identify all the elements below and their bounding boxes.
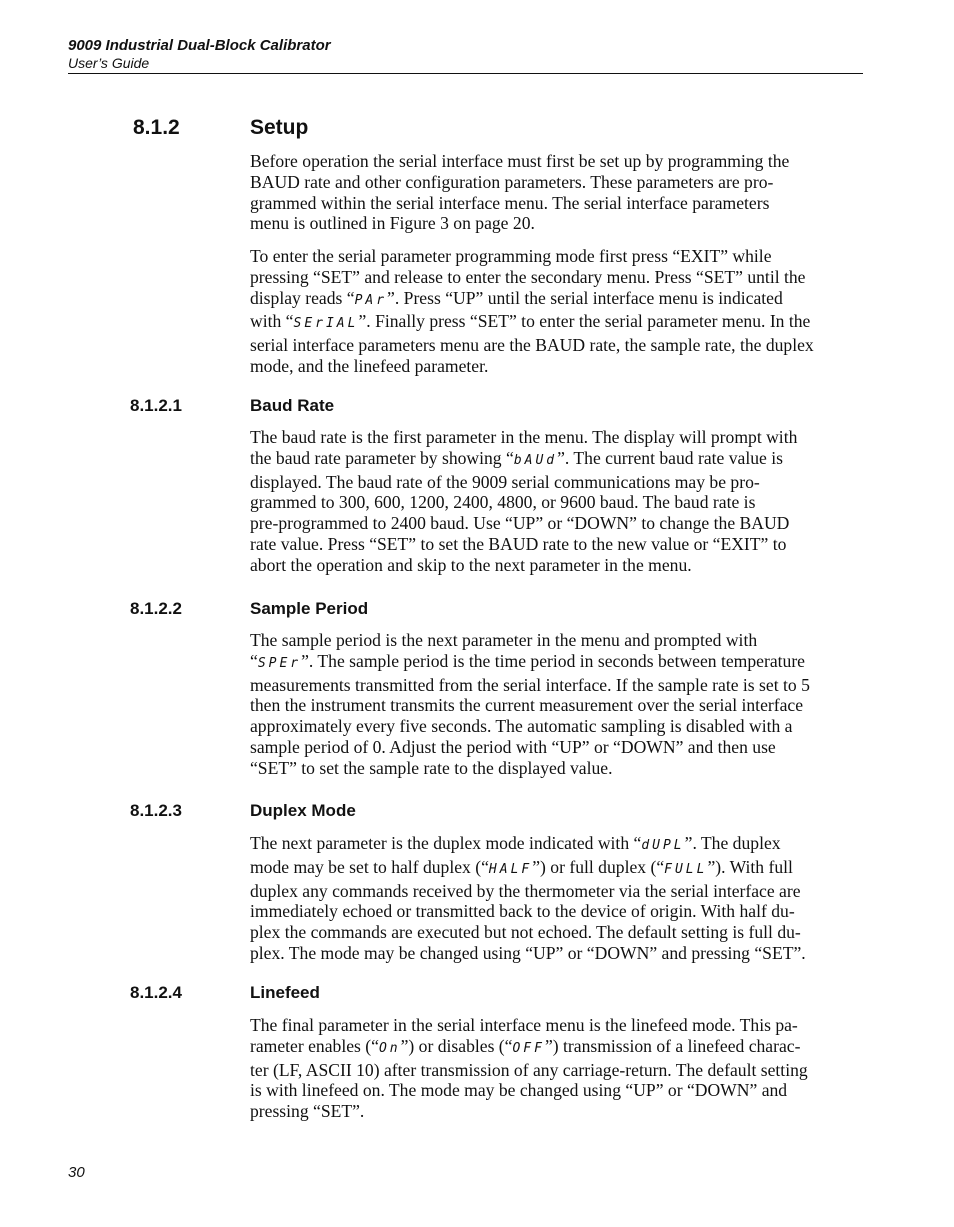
text-run: ”. Finally press “SET” to enter the serial parameter menu. In the [358,311,811,332]
text-line: sample period of 0. Adjust the period with “UP” or “DOWN” and then use [250,736,776,757]
text-line: The final parameter in the serial interface menu is the linefeed mode. This pa- [250,1015,798,1035]
text-run: ”. The sample period is the time period in seconds between temperature [301,650,805,671]
text-run: the baud rate parameter by showing “ [250,447,514,468]
text-run: ”. The current baud rate value is [557,447,783,468]
subsection-number: 8.1.2.3 [130,801,182,820]
baud-rate-paragraph [250,427,865,576]
text-line: The baud rate is the first parameter in the menu. The display will prompt with [250,427,798,447]
display-code-sper: SPEr [257,655,302,671]
text-line: grammed within the serial interface menu. The serial interface parameters [250,192,770,213]
text-line: immediately echoed or transmitted back to the device of origin. With half du- [250,901,795,922]
display-code-baud: bAUd [513,452,558,468]
text-line [250,448,865,472]
text-line [250,311,865,335]
text-line: plex the commands are executed but not echoed. The default setting is full du- [250,922,801,943]
header-rule [68,73,863,74]
subsection-number: 8.1.2.1 [130,396,182,415]
text-run: rameter enables (“ [250,1035,379,1056]
subsection-title: Sample Period [250,599,369,618]
text-line: approximately every five seconds. The automatic sampling is disabled with a [250,716,793,737]
text-line: The sample period is the next parameter in the menu and prompted with [250,630,758,650]
document-title: 9009 Industrial Dual-Block Calibrator [68,37,331,54]
document-subtitle: User’s Guide [68,55,150,71]
text-line: duplex any commands received by the thermometer via the serial interface are [250,880,801,901]
text-run: ”) or disables (“ [400,1035,513,1056]
text-line: displayed. The baud rate of the 9009 serial communications may be pro- [250,471,760,492]
text-line [250,1036,865,1060]
duplex-mode-paragraph [250,833,865,964]
text-line: is with linefeed on. The mode may be changed using “UP” or “DOWN” and [250,1080,788,1101]
text-line: Before operation the serial interface must first be set up by programming the [250,151,790,171]
section-title: Setup [250,116,309,139]
display-code-dupl: dUPL [641,838,685,853]
text-line: mode, and the linefeed parameter. [250,355,489,376]
text-line: BAUD rate and other configuration parameters. These parameters are pro- [250,171,774,192]
subsection-number: 8.1.2.4 [130,983,182,1002]
text-run: ”. Press “UP” until the serial interface menu is indicated [387,287,783,308]
text-run: ”). With full [707,856,793,877]
text-line: then the instrument transmits the current measurement over the serial interface [250,695,804,716]
text-run: “ [250,650,258,671]
text-line: To enter the serial parameter programming mode first press “EXIT” while [250,246,772,266]
subsection-number: 8.1.2.2 [130,599,182,618]
subsection-title: Linefeed [250,983,320,1002]
text-line: pressing “SET” and release to enter the secondary menu. Press “SET” until the [250,266,806,287]
page-number: 30 [68,1164,85,1181]
sample-period-paragraph [250,630,865,779]
display-code-off: OFF [512,1040,545,1056]
text-line: “SET” to set the sample rate to the displayed value. [250,757,613,778]
display-code-serial: SErIAL [293,316,359,332]
subsection-title: Duplex Mode [250,801,356,820]
display-code-par: PAr [354,292,388,308]
text-run: ”. The duplex [684,833,781,853]
text-line: measurements transmitted from the serial interface. If the sample rate is set to 5 [250,674,810,695]
text-line: serial interface parameters menu are the BAUD rate, the sample rate, the duplex [250,335,814,356]
text-line: menu is outlined in Figure 3 on page 20. [250,213,535,234]
text-run: display reads “ [250,287,355,308]
running-header [68,37,331,72]
text-line: rate value. Press “SET” to set the BAUD rate to the new value or “EXIT” to [250,533,787,554]
text-line: grammed to 300, 600, 1200, 2400, 4800, or 9600 baud. The baud rate is [250,492,756,513]
text-line: pressing “SET”. [250,1101,365,1122]
setup-paragraph-2 [250,246,865,377]
subsection-title: Baud Rate [250,396,335,415]
text-line [250,651,865,675]
text-line [250,857,865,881]
display-code-half: HALF [488,861,533,877]
display-code-on: On [378,1040,401,1056]
text-run: with “ [250,311,294,332]
text-run: ”) transmission of a linefeed charac- [544,1035,801,1056]
setup-paragraph-1 [250,151,865,234]
text-line: plex. The mode may be changed using “UP” or “DOWN” and pressing “SET”. [250,942,806,963]
text-line: abort the operation and skip to the next parameter in the menu. [250,554,692,575]
text-line [250,288,865,312]
linefeed-paragraph [250,1015,865,1122]
display-code-full: FULL [664,861,708,877]
section-number: 8.1.2 [133,116,180,139]
text-line: pre-programmed to 2400 baud. Use “UP” or “DOWN” to change the BAUD [250,513,790,534]
text-line: ter (LF, ASCII 10) after transmission of any carriage-return. The default setting [250,1059,808,1080]
text-run: The next parameter is the duplex mode indicated with “ [250,833,642,853]
text-run: ”) or full duplex (“ [532,856,665,877]
text-line [250,833,865,857]
text-run: mode may be set to half duplex (“ [250,856,489,877]
